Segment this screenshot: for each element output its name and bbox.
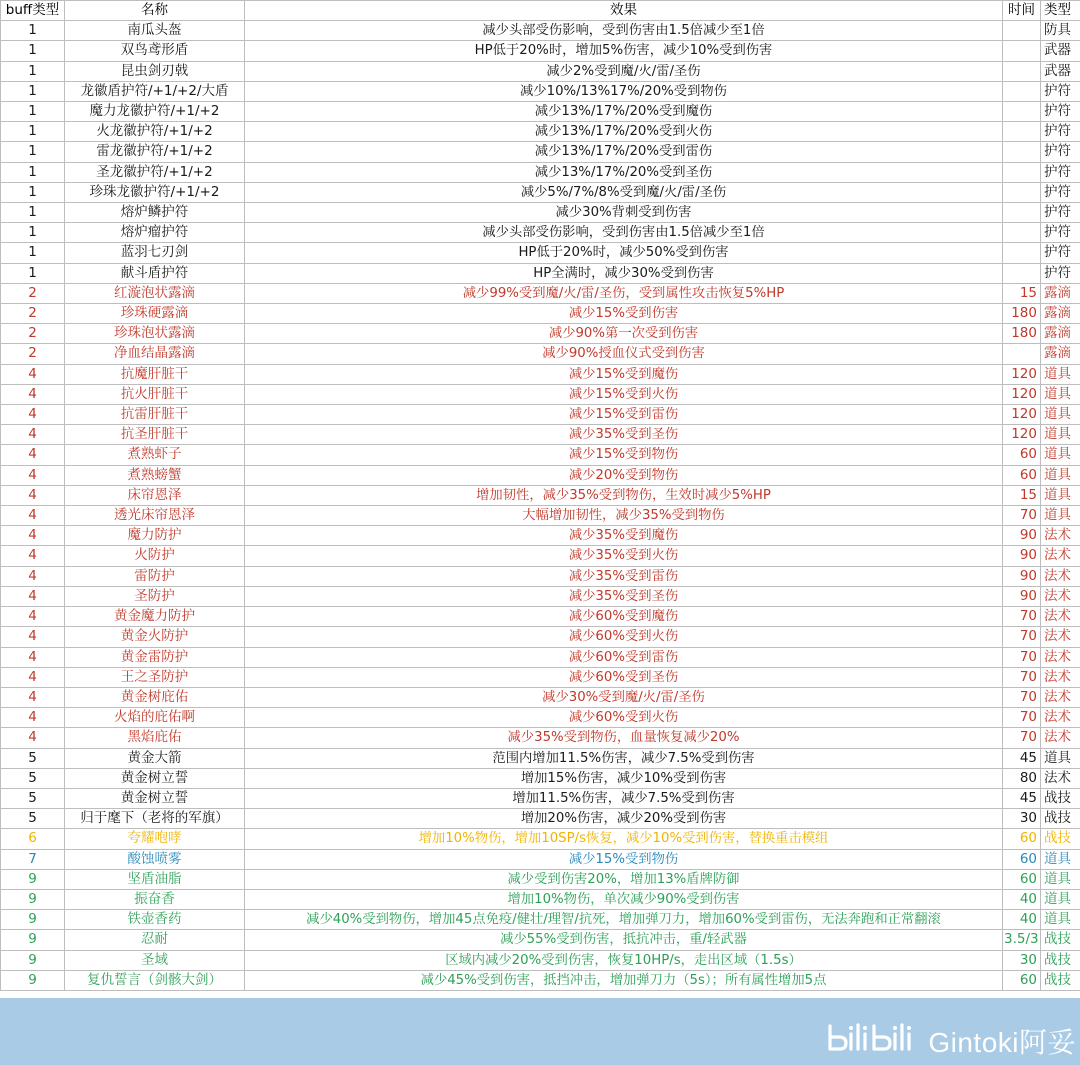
- name-cell: 双鸟鸢形盾: [65, 41, 245, 61]
- type-cell: 战技: [1041, 930, 1080, 950]
- effect-cell: HP低于20%时，减少50%受到伤害: [245, 243, 1003, 263]
- name-cell: 黄金树立誓: [65, 768, 245, 788]
- name-cell: 雷龙徽护符/+1/+2: [65, 142, 245, 162]
- watermark-text: Gintoki阿妥: [928, 1026, 1076, 1058]
- table-row: [1, 566, 1080, 586]
- effect-cell: 减少15%受到物伤: [245, 445, 1003, 465]
- name-cell: 床帘恩泽: [65, 485, 245, 505]
- effect-cell: 减少头部受伤影响，受到伤害由1.5倍减少至1倍: [245, 21, 1003, 41]
- time-cell: [1003, 122, 1041, 142]
- type-cell: 法术: [1041, 546, 1080, 566]
- effect-cell: 减少35%受到圣伤: [245, 425, 1003, 445]
- name-cell: 黄金树立誓: [65, 788, 245, 808]
- buff-type-cell: 1: [1, 223, 65, 243]
- type-cell: 护符: [1041, 102, 1080, 122]
- time-cell: 45: [1003, 788, 1041, 808]
- type-cell: 道具: [1041, 364, 1080, 384]
- effect-cell: 减少35%受到火伤: [245, 546, 1003, 566]
- buff-type-cell: 1: [1, 243, 65, 263]
- effect-cell: 减少15%受到雷伤: [245, 405, 1003, 425]
- effect-cell: 减少13%/17%/20%受到魔伤: [245, 102, 1003, 122]
- effect-cell: 减少2%受到魔/火/雷/圣伤: [245, 61, 1003, 81]
- type-cell: 战技: [1041, 829, 1080, 849]
- buff-type-cell: 1: [1, 142, 65, 162]
- table-body: [1, 21, 1080, 991]
- effect-cell: 减少55%受到伤害，抵抗冲击，重/轻武器: [245, 930, 1003, 950]
- effect-cell: 增加10%物伤，增加10SP/s恢复，减少10%受到伤害，替换重击模组: [245, 829, 1003, 849]
- time-cell: 70: [1003, 647, 1041, 667]
- buff-type-cell: 4: [1, 667, 65, 687]
- effect-cell: 减少35%受到圣伤: [245, 586, 1003, 606]
- name-cell: 献斗盾护符: [65, 263, 245, 283]
- effect-cell: 减少受到伤害20%，增加13%盾牌防御: [245, 869, 1003, 889]
- effect-cell: 减少13%/17%/20%受到圣伤: [245, 162, 1003, 182]
- time-cell: [1003, 243, 1041, 263]
- name-cell: 熔炉瘤护符: [65, 223, 245, 243]
- name-cell: 黄金雷防护: [65, 647, 245, 667]
- table-row: [1, 425, 1080, 445]
- buff-type-cell: 5: [1, 809, 65, 829]
- type-cell: 道具: [1041, 465, 1080, 485]
- name-cell: 黄金魔力防护: [65, 607, 245, 627]
- name-cell: 南瓜头盔: [65, 21, 245, 41]
- type-cell: 道具: [1041, 405, 1080, 425]
- table-row: [1, 526, 1080, 546]
- type-cell: 武器: [1041, 61, 1080, 81]
- time-cell: [1003, 61, 1041, 81]
- table-row: [1, 950, 1080, 970]
- name-cell: 火龙徽护符/+1/+2: [65, 122, 245, 142]
- buff-type-cell: 1: [1, 81, 65, 101]
- effect-cell: 减少15%受到魔伤: [245, 364, 1003, 384]
- table-row: [1, 829, 1080, 849]
- type-cell: 道具: [1041, 910, 1080, 930]
- table-row: [1, 869, 1080, 889]
- time-cell: 30: [1003, 950, 1041, 970]
- table-row: [1, 506, 1080, 526]
- buff-type-cell: 5: [1, 748, 65, 768]
- name-cell: 魔力防护: [65, 526, 245, 546]
- type-cell: 露滴: [1041, 344, 1080, 364]
- type-cell: 护符: [1041, 182, 1080, 202]
- time-cell: 120: [1003, 405, 1041, 425]
- type-cell: 法术: [1041, 687, 1080, 707]
- name-cell: 净血结晶露滴: [65, 344, 245, 364]
- buff-type-cell: 4: [1, 364, 65, 384]
- buff-type-cell: 5: [1, 768, 65, 788]
- header-time: 时间: [1003, 1, 1041, 21]
- table-row: [1, 849, 1080, 869]
- table-row: [1, 728, 1080, 748]
- time-cell: 3.5/3: [1003, 930, 1041, 950]
- name-cell: 忍耐: [65, 930, 245, 950]
- type-cell: 护符: [1041, 142, 1080, 162]
- table-row: [1, 647, 1080, 667]
- buff-type-cell: 4: [1, 627, 65, 647]
- name-cell: 酸蚀喷雾: [65, 849, 245, 869]
- effect-cell: 增加20%伤害，减少20%受到伤害: [245, 809, 1003, 829]
- buff-type-cell: 6: [1, 829, 65, 849]
- name-cell: 透光床帘恩泽: [65, 506, 245, 526]
- effect-cell: 减少10%/13%17%/20%受到物伤: [245, 81, 1003, 101]
- buff-type-cell: 4: [1, 465, 65, 485]
- time-cell: [1003, 81, 1041, 101]
- type-cell: 护符: [1041, 223, 1080, 243]
- table-row: [1, 61, 1080, 81]
- effect-cell: 减少20%受到物伤: [245, 465, 1003, 485]
- time-cell: 15: [1003, 485, 1041, 505]
- buff-type-cell: 4: [1, 546, 65, 566]
- name-cell: 圣防护: [65, 586, 245, 606]
- table-row: [1, 41, 1080, 61]
- time-cell: 180: [1003, 324, 1041, 344]
- buff-type-cell: 4: [1, 586, 65, 606]
- effect-cell: 减少40%受到物伤，增加45点免疫/健壮/理智/抗死，增加弹刀力，增加60%受到雷伤，无法奔跑和正常翻滚: [245, 910, 1003, 930]
- table-row: [1, 687, 1080, 707]
- table-row: [1, 708, 1080, 728]
- table-row: [1, 102, 1080, 122]
- name-cell: 黑焰庇佑: [65, 728, 245, 748]
- effect-cell: 增加15%伤害，减少10%受到伤害: [245, 768, 1003, 788]
- buff-type-cell: 4: [1, 526, 65, 546]
- effect-cell: 减少99%受到魔/火/雷/圣伤，受到属性攻击恢复5%HP: [245, 283, 1003, 303]
- type-cell: 法术: [1041, 526, 1080, 546]
- time-cell: 70: [1003, 506, 1041, 526]
- time-cell: 60: [1003, 849, 1041, 869]
- effect-cell: 减少60%受到雷伤: [245, 647, 1003, 667]
- header-row: [1, 1, 1080, 21]
- time-cell: 60: [1003, 829, 1041, 849]
- name-cell: 昆虫剑刃戟: [65, 61, 245, 81]
- table-row: [1, 263, 1080, 283]
- table-row: [1, 748, 1080, 768]
- type-cell: 道具: [1041, 445, 1080, 465]
- time-cell: 60: [1003, 465, 1041, 485]
- buff-type-cell: 1: [1, 122, 65, 142]
- time-cell: [1003, 263, 1041, 283]
- table-row: [1, 21, 1080, 41]
- table-row: [1, 768, 1080, 788]
- time-cell: 30: [1003, 809, 1041, 829]
- type-cell: 道具: [1041, 384, 1080, 404]
- effect-cell: 减少头部受伤影响，受到伤害由1.5倍减少至1倍: [245, 223, 1003, 243]
- table-row: [1, 930, 1080, 950]
- type-cell: 战技: [1041, 788, 1080, 808]
- time-cell: [1003, 182, 1041, 202]
- table-row: [1, 485, 1080, 505]
- buff-type-cell: 1: [1, 263, 65, 283]
- name-cell: 振奋香: [65, 889, 245, 909]
- effect-cell: HP低于20%时，增加5%伤害，减少10%受到伤害: [245, 41, 1003, 61]
- time-cell: [1003, 21, 1041, 41]
- effect-cell: 减少45%受到伤害，抵挡冲击，增加弹刀力（5s）；所有属性增加5点: [245, 970, 1003, 990]
- time-cell: 90: [1003, 546, 1041, 566]
- name-cell: 抗魔肝脏干: [65, 364, 245, 384]
- table-row: [1, 324, 1080, 344]
- name-cell: 王之圣防护: [65, 667, 245, 687]
- buff-type-cell: 9: [1, 889, 65, 909]
- name-cell: 龙徽盾护符/+1/+2/大盾: [65, 81, 245, 101]
- time-cell: 70: [1003, 607, 1041, 627]
- type-cell: 法术: [1041, 667, 1080, 687]
- effect-cell: 减少15%受到伤害: [245, 304, 1003, 324]
- table-row: [1, 788, 1080, 808]
- time-cell: 70: [1003, 728, 1041, 748]
- time-cell: [1003, 102, 1041, 122]
- header-effect: 效果: [245, 1, 1003, 21]
- name-cell: 黄金大箭: [65, 748, 245, 768]
- buff-type-cell: 2: [1, 324, 65, 344]
- buff-type-cell: 1: [1, 41, 65, 61]
- effect-cell: 减少60%受到圣伤: [245, 667, 1003, 687]
- type-cell: 法术: [1041, 647, 1080, 667]
- buff-type-cell: 7: [1, 849, 65, 869]
- name-cell: 火焰的庇佑啊: [65, 708, 245, 728]
- name-cell: 火防护: [65, 546, 245, 566]
- time-cell: 120: [1003, 425, 1041, 445]
- buff-type-cell: 9: [1, 970, 65, 990]
- table-row: [1, 203, 1080, 223]
- type-cell: 护符: [1041, 243, 1080, 263]
- table-row: [1, 182, 1080, 202]
- table-row: [1, 970, 1080, 990]
- name-cell: 煮熟螃蟹: [65, 465, 245, 485]
- table-row: [1, 243, 1080, 263]
- effect-cell: 增加韧性，减少35%受到物伤，生效时减少5%HP: [245, 485, 1003, 505]
- table-row: [1, 384, 1080, 404]
- effect-cell: 减少5%/7%/8%受到魔/火/雷/圣伤: [245, 182, 1003, 202]
- time-cell: 60: [1003, 970, 1041, 990]
- effect-cell: 增加11.5%伤害，减少7.5%受到伤害: [245, 788, 1003, 808]
- name-cell: 煮熟虾子: [65, 445, 245, 465]
- name-cell: 魔力龙徽护符/+1/+2: [65, 102, 245, 122]
- time-cell: 120: [1003, 364, 1041, 384]
- type-cell: 护符: [1041, 162, 1080, 182]
- buff-type-cell: 1: [1, 21, 65, 41]
- effect-cell: 增加10%物伤，单次减少90%受到伤害: [245, 889, 1003, 909]
- type-cell: 战技: [1041, 809, 1080, 829]
- type-cell: 道具: [1041, 748, 1080, 768]
- name-cell: 铁壶香药: [65, 910, 245, 930]
- type-cell: 法术: [1041, 607, 1080, 627]
- type-cell: 道具: [1041, 485, 1080, 505]
- time-cell: 180: [1003, 304, 1041, 324]
- name-cell: 归于麾下（老将的军旗）: [65, 809, 245, 829]
- table-row: [1, 445, 1080, 465]
- time-cell: 120: [1003, 384, 1041, 404]
- time-cell: [1003, 142, 1041, 162]
- type-cell: 法术: [1041, 566, 1080, 586]
- time-cell: 90: [1003, 566, 1041, 586]
- time-cell: 70: [1003, 708, 1041, 728]
- buff-type-cell: 4: [1, 708, 65, 728]
- name-cell: 珍珠硬露滴: [65, 304, 245, 324]
- buff-type-cell: 2: [1, 344, 65, 364]
- name-cell: 熔炉鳞护符: [65, 203, 245, 223]
- time-cell: [1003, 162, 1041, 182]
- name-cell: 珍珠泡状露滴: [65, 324, 245, 344]
- name-cell: 复仇誓言（剑骸大剑）: [65, 970, 245, 990]
- buff-type-cell: 9: [1, 950, 65, 970]
- buff-type-cell: 9: [1, 930, 65, 950]
- time-cell: 70: [1003, 627, 1041, 647]
- table-row: [1, 283, 1080, 303]
- buff-type-cell: 1: [1, 102, 65, 122]
- name-cell: 坚盾油脂: [65, 869, 245, 889]
- header-type: 类型: [1041, 1, 1080, 21]
- time-cell: 90: [1003, 526, 1041, 546]
- time-cell: 70: [1003, 687, 1041, 707]
- table-row: [1, 465, 1080, 485]
- buff-type-cell: 9: [1, 910, 65, 930]
- buff-type-cell: 4: [1, 607, 65, 627]
- watermark: [826, 1020, 1076, 1061]
- effect-cell: 减少60%受到魔伤: [245, 607, 1003, 627]
- effect-cell: 减少30%背刺受到伤害: [245, 203, 1003, 223]
- buff-type-cell: 4: [1, 687, 65, 707]
- table-row: [1, 405, 1080, 425]
- buff-type-cell: 4: [1, 485, 65, 505]
- bilibili-logo-icon: [826, 1020, 922, 1061]
- type-cell: 露滴: [1041, 324, 1080, 344]
- table-row: [1, 910, 1080, 930]
- effect-cell: 减少60%受到火伤: [245, 708, 1003, 728]
- buff-type-cell: 2: [1, 283, 65, 303]
- buff-type-cell: 4: [1, 728, 65, 748]
- effect-cell: 减少90%授血仪式受到伤害: [245, 344, 1003, 364]
- buff-type-cell: 9: [1, 869, 65, 889]
- buff-type-cell: 5: [1, 788, 65, 808]
- table-row: [1, 142, 1080, 162]
- time-cell: [1003, 223, 1041, 243]
- type-cell: 道具: [1041, 869, 1080, 889]
- name-cell: 抗圣肝脏干: [65, 425, 245, 445]
- buff-type-cell: 4: [1, 425, 65, 445]
- type-cell: 法术: [1041, 768, 1080, 788]
- time-cell: 90: [1003, 586, 1041, 606]
- header-buff-type: buff类型: [1, 1, 65, 21]
- table-row: [1, 627, 1080, 647]
- time-cell: 80: [1003, 768, 1041, 788]
- buff-type-cell: 4: [1, 566, 65, 586]
- effect-cell: HP全满时，减少30%受到伤害: [245, 263, 1003, 283]
- table-row: [1, 607, 1080, 627]
- effect-cell: 减少35%受到魔伤: [245, 526, 1003, 546]
- table-row: [1, 889, 1080, 909]
- type-cell: 战技: [1041, 970, 1080, 990]
- time-cell: 40: [1003, 910, 1041, 930]
- type-cell: 道具: [1041, 425, 1080, 445]
- name-cell: 蓝羽七刃剑: [65, 243, 245, 263]
- buff-type-cell: 4: [1, 384, 65, 404]
- type-cell: 露滴: [1041, 304, 1080, 324]
- time-cell: 45: [1003, 748, 1041, 768]
- table-row: [1, 364, 1080, 384]
- time-cell: [1003, 41, 1041, 61]
- effect-cell: 减少30%受到魔/火/雷/圣伤: [245, 687, 1003, 707]
- table-row: [1, 223, 1080, 243]
- name-cell: 红漩泡状露滴: [65, 283, 245, 303]
- buff-type-cell: 1: [1, 203, 65, 223]
- effect-cell: 减少90%第一次受到伤害: [245, 324, 1003, 344]
- time-cell: 70: [1003, 667, 1041, 687]
- header-name: 名称: [65, 1, 245, 21]
- buff-type-cell: 4: [1, 647, 65, 667]
- type-cell: 道具: [1041, 849, 1080, 869]
- effect-cell: 减少15%受到火伤: [245, 384, 1003, 404]
- buff-type-cell: 1: [1, 162, 65, 182]
- type-cell: 道具: [1041, 506, 1080, 526]
- type-cell: 战技: [1041, 950, 1080, 970]
- table-row: [1, 586, 1080, 606]
- name-cell: 圣龙徽护符/+1/+2: [65, 162, 245, 182]
- table-row: [1, 809, 1080, 829]
- type-cell: 露滴: [1041, 283, 1080, 303]
- effect-cell: 区域内减少20%受到伤害，恢复10HP/s，走出区域（1.5s）: [245, 950, 1003, 970]
- buff-type-cell: 4: [1, 445, 65, 465]
- table-row: [1, 344, 1080, 364]
- table-row: [1, 546, 1080, 566]
- buff-type-cell: 2: [1, 304, 65, 324]
- type-cell: 法术: [1041, 627, 1080, 647]
- effect-cell: 大幅增加韧性，减少35%受到物伤: [245, 506, 1003, 526]
- type-cell: 防具: [1041, 21, 1080, 41]
- buff-type-cell: 1: [1, 61, 65, 81]
- name-cell: 抗雷肝脏干: [65, 405, 245, 425]
- time-cell: 60: [1003, 869, 1041, 889]
- time-cell: 60: [1003, 445, 1041, 465]
- effect-cell: 范围内增加11.5%伤害，减少7.5%受到伤害: [245, 748, 1003, 768]
- name-cell: 夸耀咆哮: [65, 829, 245, 849]
- type-cell: 法术: [1041, 728, 1080, 748]
- time-cell: [1003, 203, 1041, 223]
- name-cell: 黄金火防护: [65, 627, 245, 647]
- type-cell: 护符: [1041, 263, 1080, 283]
- buff-type-cell: 4: [1, 506, 65, 526]
- table-row: [1, 304, 1080, 324]
- table-row: [1, 81, 1080, 101]
- type-cell: 法术: [1041, 586, 1080, 606]
- name-cell: 雷防护: [65, 566, 245, 586]
- type-cell: 法术: [1041, 708, 1080, 728]
- type-cell: 护符: [1041, 81, 1080, 101]
- name-cell: 珍珠龙徽护符/+1/+2: [65, 182, 245, 202]
- time-cell: [1003, 344, 1041, 364]
- type-cell: 道具: [1041, 889, 1080, 909]
- table-row: [1, 667, 1080, 687]
- time-cell: 40: [1003, 889, 1041, 909]
- effect-cell: 减少13%/17%/20%受到雷伤: [245, 142, 1003, 162]
- table-row: [1, 122, 1080, 142]
- effect-cell: 减少35%受到物伤，血量恢复减少20%: [245, 728, 1003, 748]
- buff-type-cell: 1: [1, 182, 65, 202]
- effect-cell: 减少15%受到物伤: [245, 849, 1003, 869]
- time-cell: 15: [1003, 283, 1041, 303]
- buff-type-cell: 4: [1, 405, 65, 425]
- type-cell: 武器: [1041, 41, 1080, 61]
- name-cell: 圣域: [65, 950, 245, 970]
- type-cell: 护符: [1041, 122, 1080, 142]
- table-row: [1, 162, 1080, 182]
- effect-cell: 减少35%受到雷伤: [245, 566, 1003, 586]
- effect-cell: 减少13%/17%/20%受到火伤: [245, 122, 1003, 142]
- type-cell: 护符: [1041, 203, 1080, 223]
- name-cell: 抗火肝脏干: [65, 384, 245, 404]
- effect-cell: 减少60%受到火伤: [245, 627, 1003, 647]
- name-cell: 黄金树庇佑: [65, 687, 245, 707]
